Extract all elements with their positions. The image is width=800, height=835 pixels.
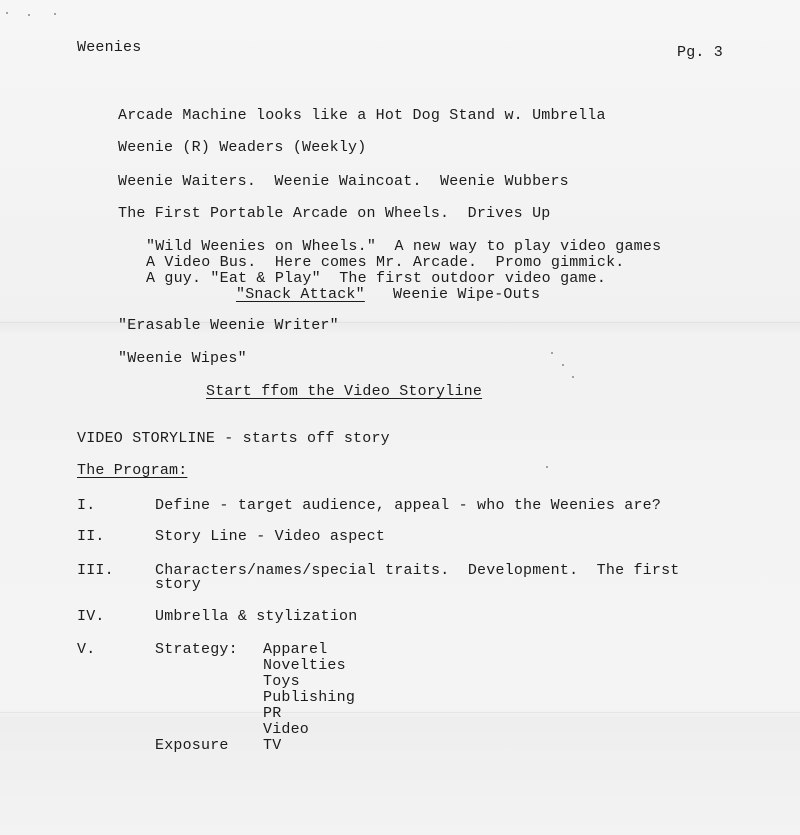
strategy-item: TV — [263, 737, 282, 754]
paper-speck — [562, 364, 564, 366]
snack-attack: "Snack Attack" — [236, 286, 365, 303]
paper-speck — [572, 376, 574, 378]
program-item-number: I. — [77, 497, 96, 514]
idea-line: "Erasable Weenie Writer" — [118, 317, 339, 334]
start-line: Start ffom the Video Storyline — [206, 383, 483, 400]
paper-speck — [546, 466, 548, 468]
strategy-item: Novelties — [263, 657, 346, 674]
paper-speck — [551, 352, 553, 354]
idea-line: Arcade Machine looks like a Hot Dog Stand w. Umbrella — [118, 107, 606, 124]
idea-line: The First Portable Arcade on Wheels. Drives Up — [118, 205, 551, 222]
strategy-item: Video — [263, 721, 310, 738]
weenie-wipeouts: Weenie Wipe-Outs — [393, 286, 541, 303]
strategy-item: Publishing — [263, 689, 356, 706]
program-heading: The Program: — [77, 462, 188, 479]
paper-speck — [6, 12, 8, 14]
idea-line: Weenie (R) Weaders (Weekly) — [118, 139, 367, 156]
program-item-number: V. — [77, 641, 96, 658]
arcade-line: A guy. "Eat & Play" The first outdoor video game. — [146, 270, 607, 287]
paper-speck — [54, 13, 56, 15]
program-item-number: II. — [77, 528, 105, 545]
idea-line: Weenie Waiters. Weenie Waincoat. Weenie Wubbers — [118, 173, 569, 190]
program-item-number: IV. — [77, 608, 105, 625]
document-title: Weenies — [77, 39, 142, 56]
strategy-item: PR — [263, 705, 282, 722]
exposure-label: Exposure — [155, 737, 229, 754]
strategy-item: Toys — [263, 673, 300, 690]
arcade-line: "Wild Weenies on Wheels." A new way to play video games — [146, 238, 662, 255]
storyline-heading: VIDEO STORYLINE - starts off story — [77, 430, 390, 447]
program-item-text-continued: story — [155, 576, 202, 593]
page-number: Pg. 3 — [677, 44, 724, 61]
program-item-number: III. — [77, 562, 114, 579]
strategy-item: Apparel — [263, 641, 328, 658]
paper-fold — [0, 712, 800, 713]
program-item-text: Characters/names/special traits. Development. The first — [155, 562, 680, 579]
idea-line: "Weenie Wipes" — [118, 350, 247, 367]
arcade-line: A Video Bus. Here comes Mr. Arcade. Promo gimmick. — [146, 254, 625, 271]
program-item-text: Define - target audience, appeal - who the Weenies are? — [155, 497, 662, 514]
strategy-label: Strategy: — [155, 641, 238, 658]
program-item-text: Story Line - Video aspect — [155, 528, 386, 545]
program-item-text: Umbrella & stylization — [155, 608, 358, 625]
paper-speck — [28, 14, 30, 16]
